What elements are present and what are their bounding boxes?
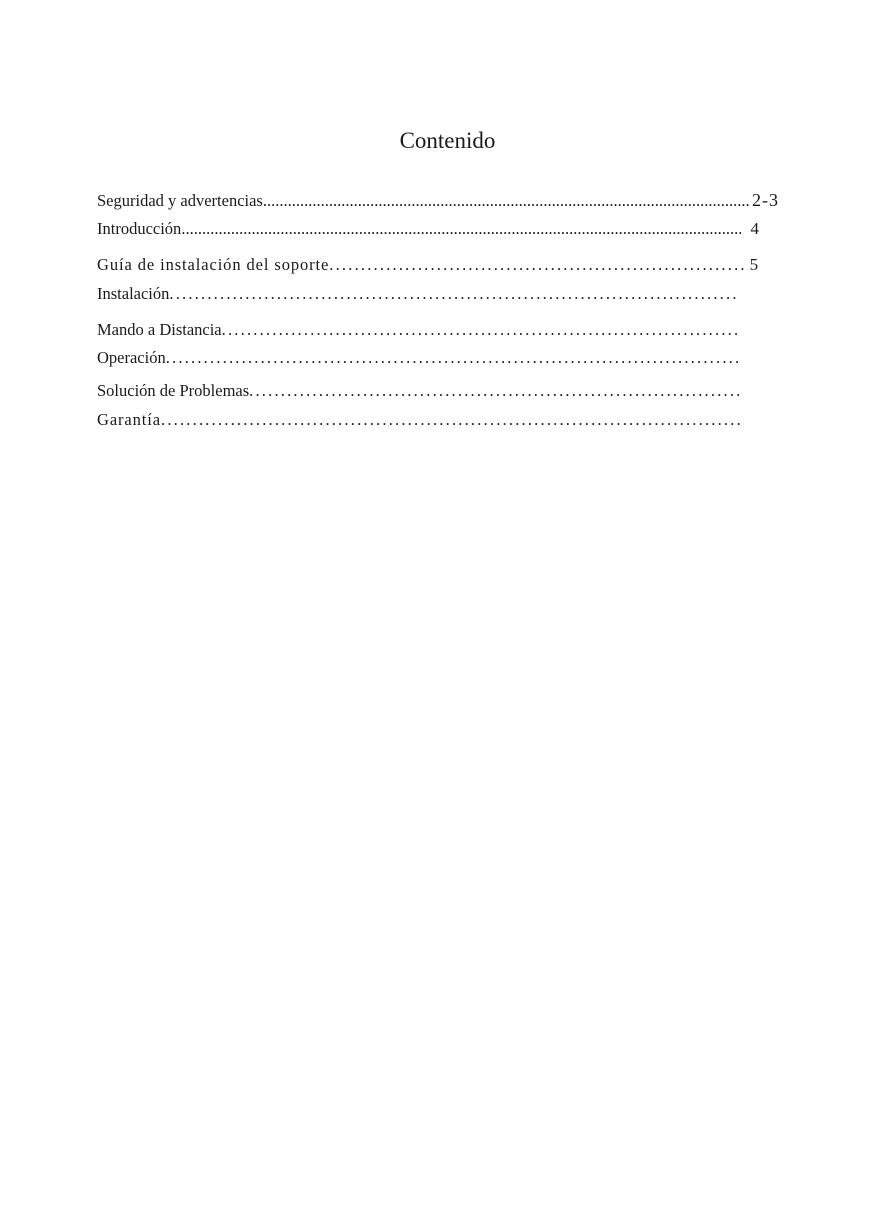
toc-entry-label: Operación [97, 348, 166, 367]
toc-leader-dots [166, 348, 739, 368]
toc-leader-dots [249, 381, 739, 401]
toc-entry-solucion-problemas [97, 381, 741, 401]
toc-entry-instalacion [97, 284, 738, 304]
toc-entry-guia-instalacion [97, 255, 759, 275]
toc-entry-label: Guía de instalación del soporte [97, 255, 330, 274]
toc-entry-introduccion [97, 219, 759, 239]
toc-leader-dots [169, 284, 736, 304]
page-title: Contenido [399, 128, 496, 153]
toc-leader-dots [161, 410, 743, 430]
toc-leader-dots [222, 320, 739, 340]
toc-leader-dots [329, 255, 747, 275]
toc-entry-page: 4 [750, 219, 759, 238]
toc-entry-mando-distancia [97, 320, 741, 340]
toc-leader-dots [181, 219, 740, 239]
toc-entry-label: Introducción [97, 219, 182, 238]
toc-leader-dots [263, 191, 750, 211]
toc-entry-page: 5 [749, 255, 759, 274]
toc-entry-label: Solución de Problemas [97, 381, 250, 400]
toc-entry-label: Instalación [97, 284, 170, 303]
toc-entry-operacion [97, 348, 741, 368]
toc-entry-page: 2-3 [752, 190, 779, 210]
toc-entry-garantia [97, 410, 745, 430]
toc-entry-label: Garantía [97, 410, 161, 429]
toc-entry-seguridad [97, 190, 779, 211]
toc-entry-label: Mando a Distancia [97, 320, 222, 339]
toc-entry-label: Seguridad y advertencias [97, 191, 263, 210]
